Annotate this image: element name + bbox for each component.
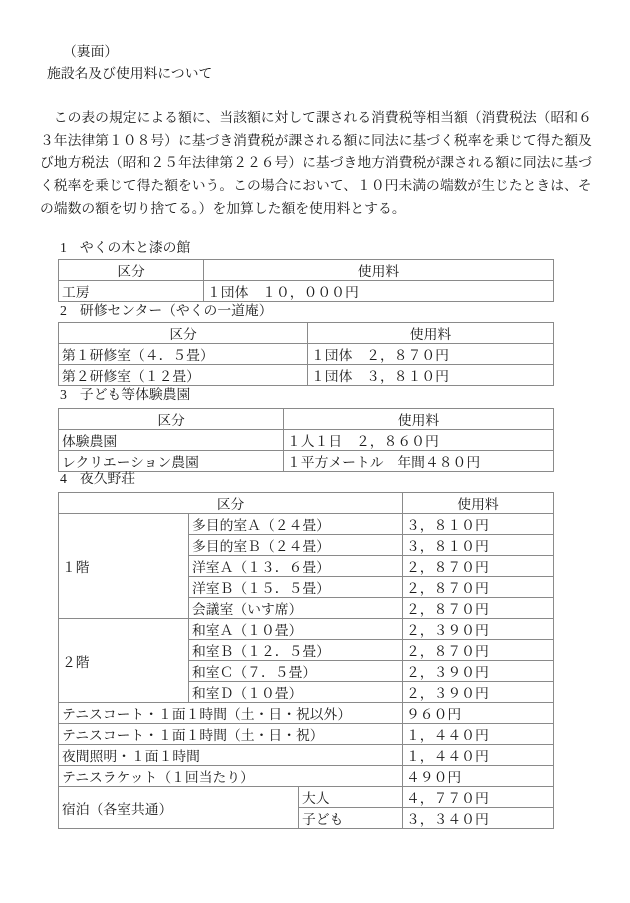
lodging-label-cell: 宿泊（各室共通） bbox=[59, 787, 299, 829]
table-row bbox=[59, 344, 554, 365]
section-4-heading bbox=[60, 469, 135, 489]
intro-line: く税率を乗じて得た額をいう。この場合において、１０円未満の端数が生じたときは、そ bbox=[40, 178, 592, 194]
section-number: 4 bbox=[60, 471, 67, 486]
table-row bbox=[59, 281, 554, 302]
table-row bbox=[59, 724, 554, 745]
section-name: 研修センター（やくの一道庵） bbox=[79, 303, 273, 318]
fee-cell: ２，３９０円 bbox=[403, 661, 554, 682]
category-cell: 第２研修室（１２畳） bbox=[59, 365, 308, 386]
fee-cell: １人１日 ２，８６０円 bbox=[284, 430, 554, 451]
fee-cell: ２，３９０円 bbox=[403, 619, 554, 640]
table-row bbox=[59, 766, 554, 787]
intro-line: び地方税法（昭和２５年法律第２２６号）に基づき地方消費税が課される額に同法に基づ bbox=[40, 155, 592, 171]
table-row bbox=[59, 703, 554, 724]
category-cell: 体験農園 bbox=[59, 430, 284, 451]
category-cell: テニスコート・１面１時間（土・日・祝） bbox=[59, 724, 403, 745]
category-cell: テニスラケット（１回当たり） bbox=[59, 766, 403, 787]
floor-label-cell: ２階 bbox=[59, 619, 189, 703]
column-header-category: 区分 bbox=[59, 323, 308, 344]
fee-cell: １団体 ２，８７０円 bbox=[308, 344, 554, 365]
fee-cell: ３，３４０円 bbox=[403, 808, 554, 829]
category-cell: 夜間照明・１面１時間 bbox=[59, 745, 403, 766]
table-header-row bbox=[59, 260, 554, 281]
floor-label-cell: １階 bbox=[59, 514, 189, 619]
fee-table-yakuno-lodge bbox=[58, 492, 554, 829]
table-header-row bbox=[59, 409, 554, 430]
table-row bbox=[59, 619, 554, 640]
page-side-label: （裏面） bbox=[63, 44, 119, 59]
room-name-cell: 和室Ｃ（７．５畳） bbox=[189, 661, 403, 682]
fee-cell: ２，８７０円 bbox=[403, 640, 554, 661]
fee-cell: ２，８７０円 bbox=[403, 556, 554, 577]
column-header-fee: 使用料 bbox=[284, 409, 554, 430]
table-row bbox=[59, 787, 554, 808]
fee-cell: ４９０円 bbox=[403, 766, 554, 787]
fee-cell: ２，８７０円 bbox=[403, 598, 554, 619]
intro-line: この表の規定による額に、当該額に対して課される消費税等相当額（消費税法（昭和６ bbox=[40, 110, 592, 125]
guest-type-cell: 大人 bbox=[299, 787, 403, 808]
category-cell: 工房 bbox=[59, 281, 204, 302]
column-header-category: 区分 bbox=[59, 260, 204, 281]
table-row bbox=[59, 745, 554, 766]
column-header-fee: 使用料 bbox=[204, 260, 554, 281]
intro-paragraph bbox=[40, 107, 592, 221]
fee-table-training-center bbox=[58, 322, 554, 386]
fee-cell: １団体 ３，８１０円 bbox=[308, 365, 554, 386]
intro-line: の端数の額を切り捨てる。）を加算した額を使用料とする。 bbox=[40, 200, 406, 216]
category-cell: テニスコート・１面１時間（土・日・祝以外） bbox=[59, 703, 403, 724]
section-3-heading bbox=[60, 385, 190, 405]
room-name-cell: 多目的室Ｂ（２４畳） bbox=[189, 535, 403, 556]
table-header-row bbox=[59, 493, 554, 514]
table-header-row bbox=[59, 323, 554, 344]
column-header-fee: 使用料 bbox=[308, 323, 554, 344]
guest-type-cell: 子ども bbox=[299, 808, 403, 829]
document-title: 施設名及び使用料について bbox=[47, 66, 213, 81]
fee-table-experience-farm bbox=[58, 408, 554, 472]
column-header-category: 区分 bbox=[59, 493, 403, 514]
fee-cell: ３，８１０円 bbox=[403, 535, 554, 556]
category-cell: レクリエーション農園 bbox=[59, 451, 284, 472]
room-name-cell: 和室Ａ（１０畳） bbox=[189, 619, 403, 640]
section-2-heading bbox=[60, 301, 273, 321]
category-cell: 第１研修室（４．５畳） bbox=[59, 344, 308, 365]
room-name-cell: 会議室（いす席） bbox=[189, 598, 403, 619]
table-row bbox=[59, 430, 554, 451]
fee-cell: ２，８７０円 bbox=[403, 577, 554, 598]
section-number: 3 bbox=[60, 387, 67, 402]
room-name-cell: 洋室Ａ（１３．６畳） bbox=[189, 556, 403, 577]
section-name: 子ども等体験農園 bbox=[79, 387, 191, 402]
intro-line: ３年法律第１０８号）に基づき消費税が課される額に同法に基づく税率を乗じて得た額及 bbox=[40, 132, 592, 148]
fee-table-woodcraft-hall bbox=[58, 259, 554, 302]
table-row bbox=[59, 514, 554, 535]
fee-cell: １，４４０円 bbox=[403, 724, 554, 745]
table-row bbox=[59, 365, 554, 386]
section-number: 1 bbox=[60, 240, 67, 255]
column-header-category: 区分 bbox=[59, 409, 284, 430]
section-name: やくの木と漆の館 bbox=[79, 240, 191, 255]
section-1-heading bbox=[60, 238, 190, 258]
column-header-fee: 使用料 bbox=[403, 493, 554, 514]
room-name-cell: 多目的室Ａ（２４畳） bbox=[189, 514, 403, 535]
room-name-cell: 洋室Ｂ（１５．５畳） bbox=[189, 577, 403, 598]
fee-cell: １，４４０円 bbox=[403, 745, 554, 766]
room-name-cell: 和室Ｄ（１０畳） bbox=[189, 682, 403, 703]
fee-cell: ２，３９０円 bbox=[403, 682, 554, 703]
fee-cell: １平方メートル 年間４８０円 bbox=[284, 451, 554, 472]
room-name-cell: 和室Ｂ（１２．５畳） bbox=[189, 640, 403, 661]
fee-cell: ４，７７０円 bbox=[403, 787, 554, 808]
fee-cell: ３，８１０円 bbox=[403, 514, 554, 535]
section-name: 夜久野荘 bbox=[79, 471, 136, 486]
fee-cell: ９６０円 bbox=[403, 703, 554, 724]
section-number: 2 bbox=[60, 303, 67, 318]
fee-cell: １団体 １０，０００円 bbox=[204, 281, 554, 302]
